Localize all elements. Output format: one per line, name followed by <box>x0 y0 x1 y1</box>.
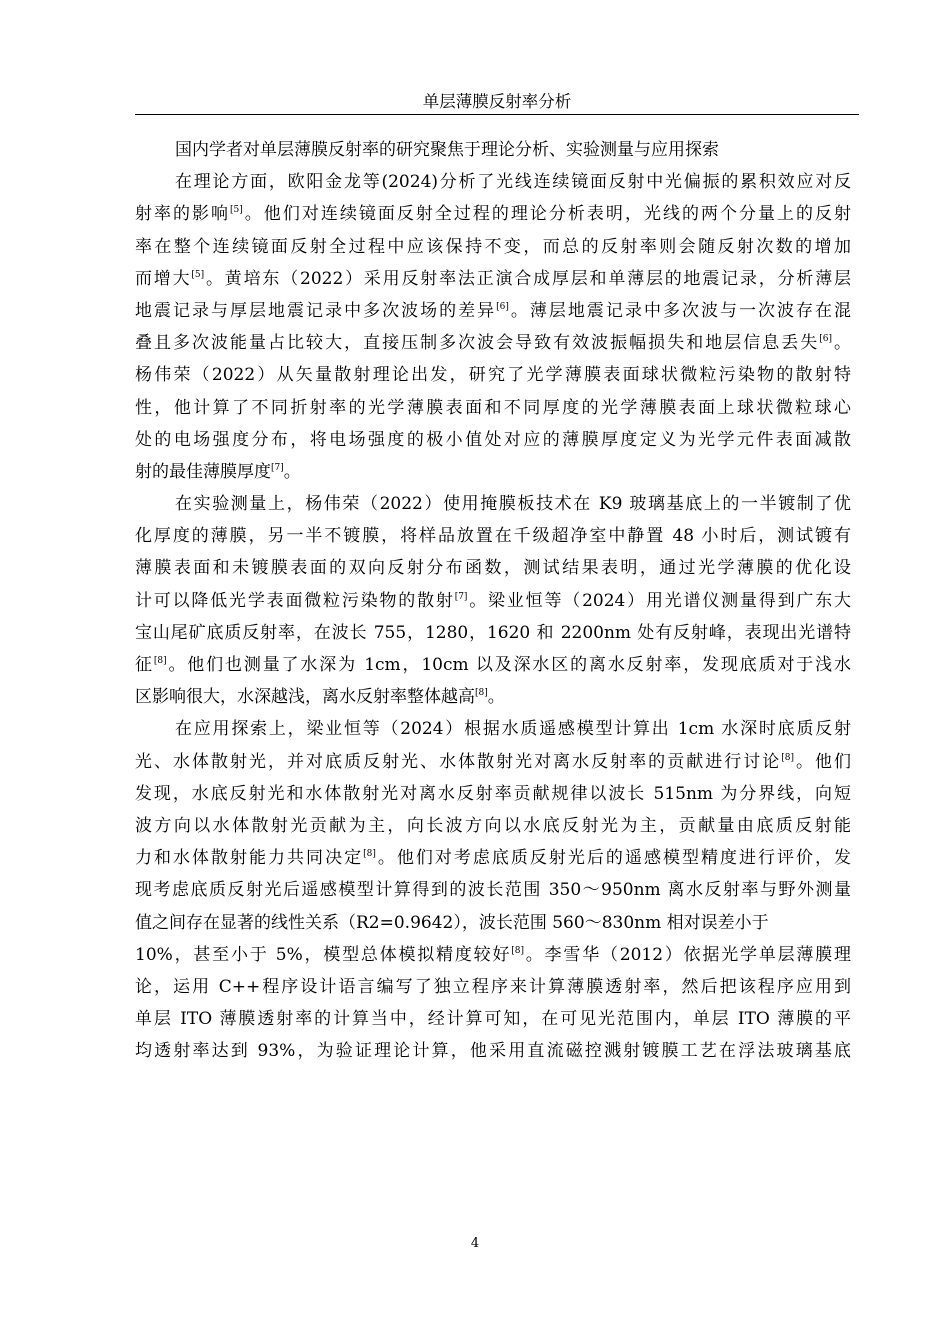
text-run: 在应用探索上，梁业恒等（2024）根据水质遥感模型计算出 1cm 水深时底质反射 <box>175 719 851 740</box>
text-run: 。 <box>283 461 301 482</box>
text-line <box>135 295 851 327</box>
page-header-title: 单层薄膜反射率分析 <box>422 92 572 111</box>
page-number: 4 <box>470 1236 480 1251</box>
text-run: 计可以降低光学表面微粒污染物的散射 <box>135 590 455 611</box>
text-run: 。 <box>832 333 852 354</box>
text-run: 区影响很大，水深越浅，离水反射率整体越高 <box>135 687 475 708</box>
text-line <box>135 327 851 359</box>
text-line <box>135 456 851 488</box>
text-line <box>135 359 851 391</box>
text-run: 在理论方面，欧阳金龙等(2024)分析了光线连续镜面反射中光偏振的累积效应对反 <box>175 172 851 193</box>
text-run: 波方向以水体散射光贡献为主，向长波方向以水底反射光为主，贡献量由底质反射能 <box>135 815 851 836</box>
body-text <box>135 134 851 1067</box>
text-line <box>135 1035 851 1067</box>
text-line <box>135 552 851 584</box>
text-run: 。他们也测量了水深为 1cm，10cm 以及深水区的离水反射率，发现底质对于浅水 <box>166 655 851 675</box>
text-line <box>135 810 851 842</box>
text-run: 。黄培东（2022）采用反射率法正演合成厚层和单薄层的地震记录，分析薄层 <box>204 268 852 289</box>
text-run: 光、水体散射光，并对底质反射光、水体散射光对离水反射率的贡献进行讨论 <box>135 751 782 772</box>
text-run: 而增大 <box>135 268 192 289</box>
text-line <box>135 842 851 874</box>
citation-ref: [6] <box>496 301 509 312</box>
text-run: 力和水体散射能力共同决定 <box>135 848 364 869</box>
citation-ref: [7] <box>454 591 468 602</box>
text-run: 率在整个连续镜面反射全过程中应该保持不变，而总的反射率则会随反射次数的增加 <box>135 236 851 257</box>
text-line <box>135 392 851 424</box>
text-run: 值之间存在显著的线性关系（R2=0.9642），波长范围 560～830nm 相对误差小于 <box>135 912 769 933</box>
text-line <box>135 778 851 810</box>
text-run: 单层 ITO 薄膜透射率的计算当中，经计算可知，在可见光范围内，单层 ITO 薄膜的平 <box>135 1009 851 1030</box>
text-line <box>135 585 851 617</box>
text-line <box>135 939 851 971</box>
text-line <box>135 263 851 295</box>
citation-ref: [6] <box>819 334 832 345</box>
text-run: 10%，甚至小于 5%，模型总体模拟精度较好 <box>135 944 512 965</box>
citation-ref: [8] <box>363 849 376 860</box>
citation-ref: [8] <box>511 945 525 956</box>
text-run: 处的电场强度分布，将电场强度的极小值处对应的薄膜厚度定义为光学元件表面减散 <box>135 429 851 450</box>
text-line <box>135 617 851 649</box>
text-run: 均透射率达到 93%，为验证理论计算，他采用直流磁控溅射镀膜工艺在浮法玻璃基底 <box>135 1041 851 1062</box>
text-run: 发现，水底反射光和水体散射光对离水反射率贡献规律以波长 515nm 为分界线，向短 <box>135 783 851 804</box>
text-run: 。他们对考虑底质反射光后的遥感模型精度进行评价，发 <box>375 848 852 869</box>
text-run: 。他们对连续镜面反射全过程的理论分析表明，光线的两个分量上的反射 <box>242 204 852 225</box>
text-run: 。他们 <box>793 751 852 772</box>
text-line <box>135 713 851 745</box>
text-run: 杨伟荣（2022）从矢量散射理论出发，研究了光学薄膜表面球状微粒污染物的散射特 <box>135 365 851 386</box>
text-run: 化厚度的薄膜，另一半不镀膜，将样品放置在千级超净室中静置 48 小时后，测试镀有 <box>135 526 851 547</box>
header-rule <box>135 114 859 115</box>
text-line <box>135 134 851 166</box>
text-run: 。 <box>487 687 505 708</box>
text-line <box>135 520 851 552</box>
text-run: 叠且多次波能量占比较大，直接压制多次波会导致有效波振幅损失和地层信息丢失 <box>135 333 820 354</box>
text-run: 宝山尾矿底质反射率，在波长 755，1280，1620 和 2200nm 处有反射峰，表现出光谱特 <box>135 622 851 643</box>
text-run: 国内学者对单层薄膜反射率的研究聚焦于理论分析、实验测量与应用探索 <box>175 140 719 160</box>
citation-ref: [5] <box>230 205 243 216</box>
text-run: 。梁业恒等（2024）用光谱仪测量得到广东大 <box>467 590 851 611</box>
text-line <box>135 488 851 520</box>
text-line <box>135 198 851 230</box>
text-line <box>135 874 851 906</box>
text-run: 薄膜表面和未镀膜表面的双向反射分布函数，测试结果表明，通过光学薄膜的优化设 <box>135 558 851 579</box>
text-line <box>135 681 851 713</box>
text-line <box>135 424 851 456</box>
text-line <box>135 907 851 939</box>
text-run: 。李雪华（2012）依据光学单层薄膜理 <box>524 944 851 965</box>
text-line <box>135 166 851 198</box>
citation-ref: [8] <box>475 688 488 699</box>
text-run: 射的最佳薄膜厚度 <box>135 461 271 482</box>
text-run: 射率的影响 <box>135 204 231 225</box>
text-run: 在实验测量上，杨伟荣（2022）使用掩膜板技术在 K9 玻璃基底上的一半镀制了优 <box>175 494 851 515</box>
citation-ref: [5] <box>191 269 205 280</box>
text-run: 征 <box>135 655 154 675</box>
text-run: 性，他计算了不同折射率的光学薄膜表面和不同厚度的光学薄膜表面上球状微粒球心 <box>135 397 851 418</box>
text-run: 现考虑底质反射光后遥感模型计算得到的波长范围 350～950nm 离水反射率与野外测量 <box>135 880 851 901</box>
text-line <box>135 231 851 263</box>
text-run: 。薄层地震记录中多次波与一次波存在混 <box>508 300 852 321</box>
text-run: 地震记录与厚层地震记录中多次波场的差异 <box>135 300 497 321</box>
citation-ref: [8] <box>153 656 167 666</box>
text-line <box>135 649 851 681</box>
citation-ref: [8] <box>781 752 794 763</box>
citation-ref: [7] <box>271 462 284 473</box>
text-line <box>135 1003 851 1035</box>
text-run: 论，运用 C++程序设计语言编写了独立程序来计算薄膜透射率，然后把该程序应用到 <box>135 976 851 997</box>
text-line <box>135 971 851 1003</box>
text-line <box>135 746 851 778</box>
